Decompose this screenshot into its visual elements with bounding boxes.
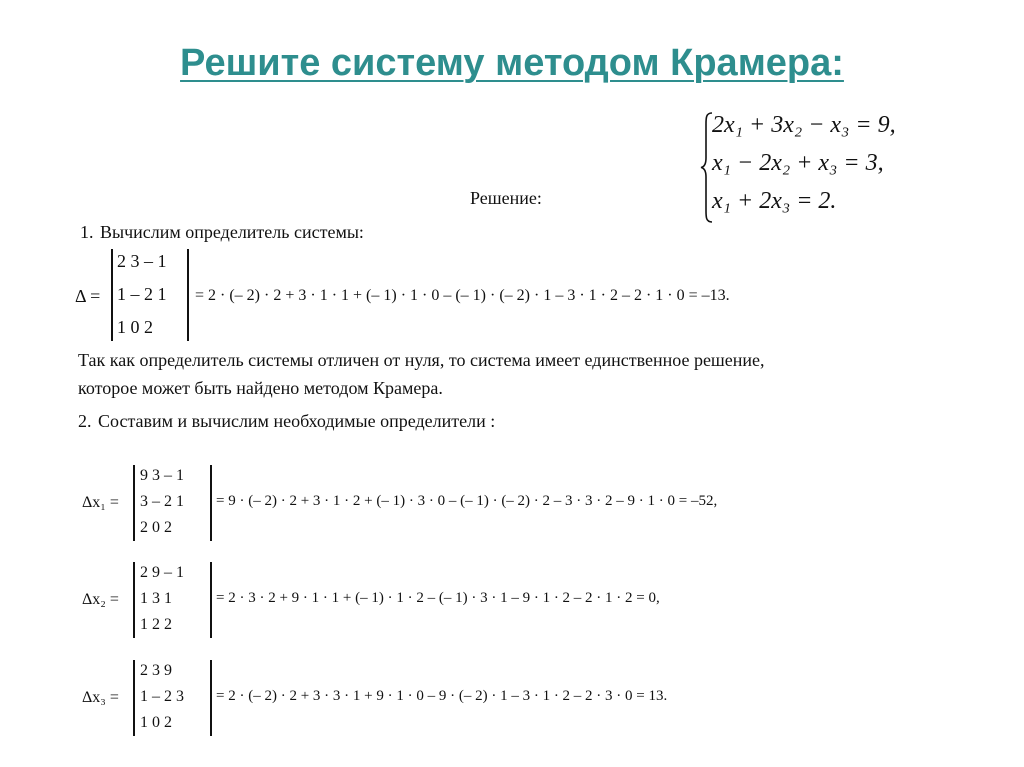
determinant-bar-right — [187, 249, 189, 341]
step2-text: Составим и вычислим необходимые определители : — [98, 411, 496, 431]
determinant-bar-left — [133, 660, 135, 736]
paragraph-line-2: которое может быть найдено методом Крамера. — [78, 378, 443, 398]
step2-number: 2. — [78, 411, 92, 431]
equation-line-3: x₁ + 2x₃ = 2. — [712, 188, 837, 214]
slide-title: Решите систему методом Крамера: — [180, 42, 844, 84]
determinant-main-expression: = 2 · (– 2) · 2 + 3 · 1 · 1 + (– 1) · 1 · 0 – (– 1) · (– 2) · 1 – 3 · 1 · 2 – 2 · 1 · 0 = –13. — [195, 287, 730, 304]
determinant-bar-right — [210, 660, 212, 736]
determinant-x2-label: Δx₂ = — [82, 591, 119, 608]
matrix-row-2: 1 – 2 1 — [117, 284, 167, 304]
determinant-bar-left — [133, 562, 135, 638]
determinant-bar-right — [210, 562, 212, 638]
matrix-row-1: 2 3 – 1 — [117, 251, 167, 271]
determinant-x1-expression: = 9 · (– 2) · 2 + 3 · 1 · 2 + (– 1) · 3 · 0 – (– 1) · (– 2) · 2 – 3 · 3 · 2 – 9 · 1 · 0 = –52, — [216, 493, 718, 509]
determinant-x3 — [80, 658, 780, 738]
matrix-row-2: 1 – 2 3 — [140, 688, 184, 705]
determinant-main — [75, 245, 795, 345]
determinant-bar-right — [210, 465, 212, 541]
determinant-x3-label: Δx₃ = — [82, 689, 119, 706]
paragraph-line-1: Так как определитель системы отличен от нуля, то система имеет единственное решение, — [78, 350, 765, 370]
matrix-row-2: 3 – 2 1 — [140, 493, 184, 510]
solution-label: Решение: — [470, 188, 542, 208]
matrix-row-3: 1 0 2 — [117, 317, 153, 337]
matrix-row-3: 2 0 2 — [140, 519, 172, 536]
equation-system — [700, 110, 980, 225]
equation-line-2: x₁ − 2x₂ + x₃ = 3, — [712, 150, 884, 176]
determinant-bar-left — [133, 465, 135, 541]
determinant-x3-expression: = 2 · (– 2) · 2 + 3 · 3 · 1 + 9 · 1 · 0 – 9 · (– 2) · 1 – 3 · 1 · 2 – 2 · 3 · 0 = 13. — [216, 688, 668, 704]
step1-text: Вычислим определитель системы: — [100, 222, 364, 242]
matrix-row-1: 9 3 – 1 — [140, 467, 184, 484]
determinant-x2 — [80, 560, 780, 640]
determinant-bar-left — [111, 249, 113, 341]
determinant-main-label: Δ = — [75, 286, 101, 306]
matrix-row-1: 2 9 – 1 — [140, 564, 184, 581]
determinant-x1-label: Δx₁ = — [82, 494, 119, 511]
matrix-row-2: 1 3 1 — [140, 590, 172, 607]
equation-line-1: 2x₁ + 3x₂ − x₃ = 9, — [712, 112, 896, 138]
determinant-x1 — [80, 463, 780, 543]
matrix-row-3: 1 2 2 — [140, 616, 172, 633]
step1-number: 1. — [80, 222, 94, 242]
matrix-row-3: 1 0 2 — [140, 714, 172, 731]
determinant-x2-expression: = 2 · 3 · 2 + 9 · 1 · 1 + (– 1) · 1 · 2 – (– 1) · 3 · 1 – 9 · 1 · 2 – 2 · 1 · 2 = 0, — [216, 590, 660, 606]
matrix-row-1: 2 3 9 — [140, 662, 172, 679]
